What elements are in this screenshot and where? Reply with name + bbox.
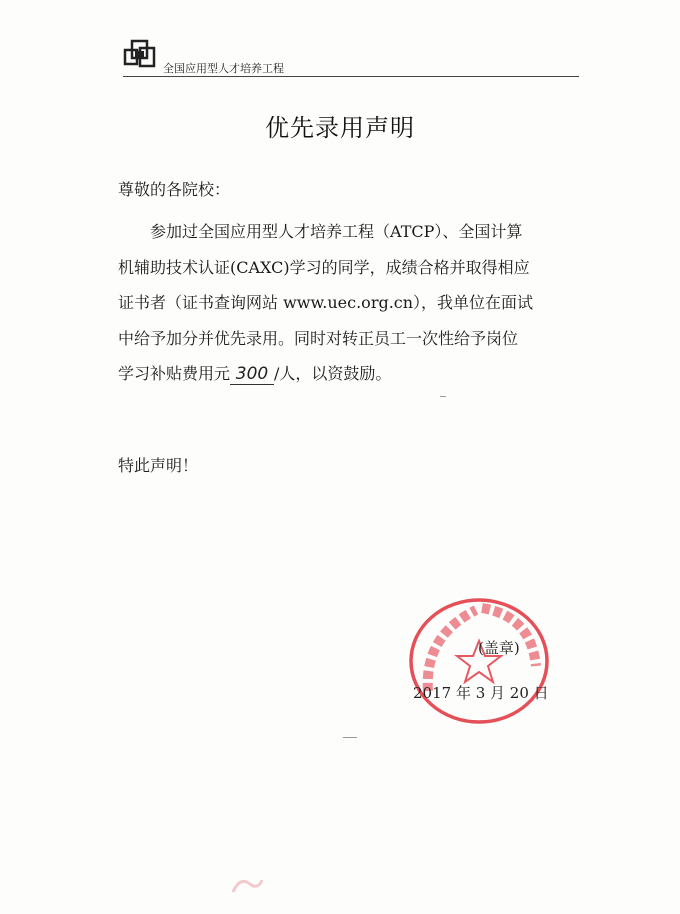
red-company-seal-star-icon	[406, 596, 552, 726]
body-line-5: 学习补贴费用元 300 /人，以资鼓励。	[118, 364, 392, 384]
body-line-1: 参加过全国应用型人才培养工程（ATCP）、全国计算	[150, 222, 523, 241]
body-paragraph	[118, 214, 588, 392]
overlapping-squares-logo-icon	[123, 38, 161, 70]
scan-speck	[343, 737, 357, 738]
subsidy-amount: 300	[235, 364, 269, 384]
letterhead-org-name: 全国应用型人才培养工程	[163, 62, 284, 75]
stamp-note: (盖章)	[478, 639, 520, 657]
closing-statement: 特此声明！	[118, 456, 199, 475]
document-title: 优先录用声明	[265, 114, 415, 142]
body-line-3: 证书者（证书查询网站 www.uec.org.cn），我单位在面试	[118, 293, 534, 312]
salutation: 尊敬的各院校：	[118, 180, 231, 199]
letterhead-divider	[123, 76, 579, 77]
signing-date: 2017 年 3 月 20 日	[413, 684, 549, 702]
body-line-4: 中给予加分并优先录用。同时对转正员工一次性给予岗位	[118, 328, 519, 348]
body-line-2: 机辅助技术认证(CAXC)学习的同学，成绩合格并取得相应	[118, 257, 530, 277]
subsidy-amount-blank	[230, 364, 274, 385]
scan-smudge	[228, 872, 268, 902]
scan-speck	[440, 396, 446, 397]
